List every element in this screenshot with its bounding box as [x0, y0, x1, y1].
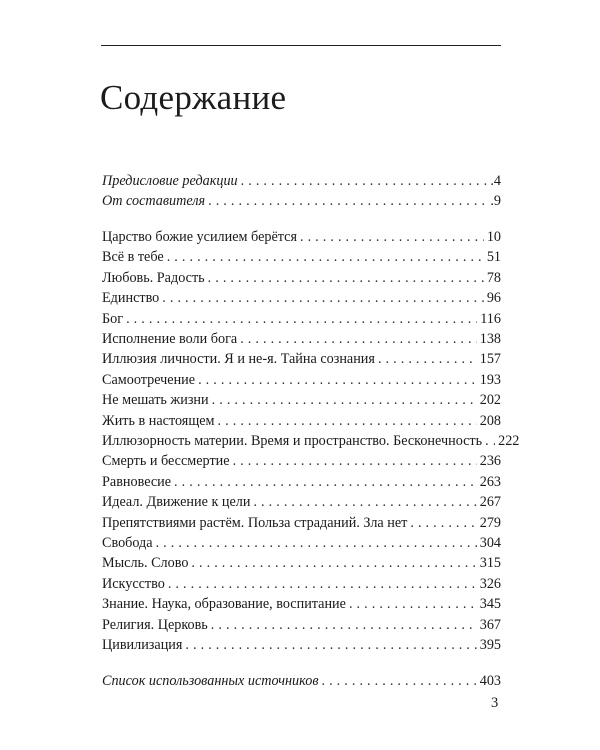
- toc-entry-page: 193: [479, 371, 501, 388]
- toc-entry[interactable]: [102, 615, 501, 635]
- toc-entry-title: Всё в тебе: [102, 249, 164, 266]
- toc-entry-title: Иллюзия личности. Я и не-я. Тайна сознания: [102, 351, 375, 368]
- toc-entry[interactable]: [102, 247, 501, 267]
- toc-entry-page: 78: [486, 269, 501, 286]
- toc-entry[interactable]: [102, 451, 501, 471]
- toc-entry-page: 116: [480, 310, 501, 327]
- toc-leader-dots: [233, 451, 477, 471]
- toc-entry[interactable]: [102, 671, 501, 691]
- header-rule: [101, 45, 501, 46]
- toc-entry-page: 236: [479, 453, 501, 470]
- toc-leader-dots: [378, 349, 477, 369]
- toc-leader-dots: [126, 309, 477, 329]
- toc-entry[interactable]: [102, 349, 501, 369]
- toc-entry[interactable]: [102, 309, 501, 329]
- toc-entry-page: 345: [479, 596, 501, 613]
- toc-entry-page: 157: [479, 351, 501, 368]
- toc-entry-page: 279: [479, 514, 501, 531]
- toc-entry-title: Религия. Церковь: [102, 616, 208, 633]
- toc-entry[interactable]: [102, 329, 501, 349]
- toc-entry[interactable]: [102, 492, 501, 512]
- toc-leader-dots: [349, 594, 477, 614]
- toc-leader-dots: [162, 288, 484, 308]
- toc-entry-page: 403: [479, 673, 501, 689]
- toc-entry-page: 208: [479, 412, 501, 429]
- toc-leader-dots: [167, 247, 484, 267]
- toc-entry[interactable]: [102, 513, 501, 533]
- toc-leader-dots: [156, 533, 477, 553]
- toc-entry-page: 304: [479, 535, 501, 551]
- toc-leader-dots: [211, 615, 477, 635]
- toc-leader-dots: [212, 390, 477, 410]
- toc-entry[interactable]: [102, 574, 501, 594]
- toc-entry-page: 326: [479, 575, 501, 592]
- toc-entry-title: Исполнение воли бога: [102, 331, 238, 347]
- toc-leader-dots: [253, 492, 476, 512]
- toc-entry-page: 263: [479, 473, 501, 490]
- toc-entry-page: 138: [479, 331, 501, 347]
- toc-entry-page: 267: [479, 494, 501, 511]
- toc-entry[interactable]: [102, 431, 520, 451]
- toc-entry-title: Мысль. Слово: [102, 555, 189, 572]
- toc-entry[interactable]: [102, 472, 501, 492]
- toc-entry-title: Препятствиями растём. Польза страданий. Зла нет: [102, 514, 408, 531]
- toc-entry-page: 51: [486, 249, 501, 266]
- toc-entry-page: 10: [486, 229, 501, 245]
- toc-entry-title: Равновесие: [102, 473, 172, 490]
- toc-entry-title: Единство: [102, 290, 160, 307]
- toc-entry[interactable]: [102, 411, 501, 431]
- toc-entry[interactable]: [102, 370, 501, 390]
- toc-entry[interactable]: [102, 191, 501, 211]
- toc-entry[interactable]: [102, 635, 501, 655]
- toc-leader-dots: [410, 513, 476, 533]
- toc-leader-dots: [191, 553, 476, 573]
- toc-entry-title: Искусство: [102, 575, 165, 592]
- toc-entry-title: Свобода: [102, 535, 153, 551]
- page-title: Содержание: [100, 78, 287, 117]
- toc-entry[interactable]: [102, 171, 501, 191]
- toc-entry-title: Царство божие усилием берётся: [102, 229, 297, 245]
- toc-leader-dots: [300, 227, 484, 247]
- toc-entry[interactable]: [102, 594, 501, 614]
- toc-entry-title: Самоотречение: [102, 371, 196, 388]
- toc-leader-dots: [321, 671, 476, 691]
- toc-entry-page: 367: [479, 616, 501, 633]
- toc-entry-title: Знание. Наука, образование, воспитание: [102, 596, 346, 613]
- toc-leader-dots: [240, 329, 477, 349]
- toc-leader-dots: [168, 574, 477, 594]
- toc-entry-title: От составителя: [102, 193, 206, 209]
- toc-entry-title: Бог: [102, 310, 124, 327]
- toc-entry-title: Любовь. Радость: [102, 269, 205, 286]
- toc-entry-page: 222: [498, 433, 520, 449]
- toc-entry-page: 315: [479, 555, 501, 572]
- toc-entry-page: .4: [490, 173, 501, 189]
- toc-entry[interactable]: [102, 268, 501, 288]
- toc-leader-dots: [241, 171, 488, 191]
- toc-entry-title: Жить в настоящем: [102, 412, 215, 429]
- toc-leader-dots: [198, 370, 477, 390]
- toc-entry[interactable]: [102, 288, 501, 308]
- toc-leader-dots: [185, 635, 476, 655]
- toc-entry-title: Не мешать жизни: [102, 392, 209, 409]
- toc-entry[interactable]: [102, 390, 501, 410]
- toc-entry[interactable]: [102, 533, 501, 553]
- toc-entry-title: Цивилизация: [102, 637, 183, 653]
- toc-entry-title: Иллюзорность материи. Время и пространство. Бесконечность: [102, 433, 483, 449]
- toc-entry-page: 96: [486, 290, 501, 307]
- page-number: 3: [491, 695, 499, 711]
- toc-entry[interactable]: [102, 553, 501, 573]
- toc-entry-title: Предисловие редакции: [102, 173, 238, 189]
- toc-entry[interactable]: [102, 227, 501, 247]
- toc-leader-dots: [208, 268, 484, 288]
- toc-entry-title: Смерть и бессмертие: [102, 453, 230, 470]
- toc-entry-page: 202: [479, 392, 501, 409]
- toc-leader-dots: [485, 431, 495, 451]
- toc-entry-page: .9: [490, 193, 501, 209]
- toc-entry-page: 395: [479, 637, 501, 653]
- toc-leader-dots: [208, 191, 487, 211]
- toc-entry-title: Идеал. Движение к цели: [102, 494, 251, 511]
- toc-leader-dots: [174, 472, 477, 492]
- toc-entry-title: Список использованных источников: [102, 673, 319, 689]
- toc-leader-dots: [218, 411, 477, 431]
